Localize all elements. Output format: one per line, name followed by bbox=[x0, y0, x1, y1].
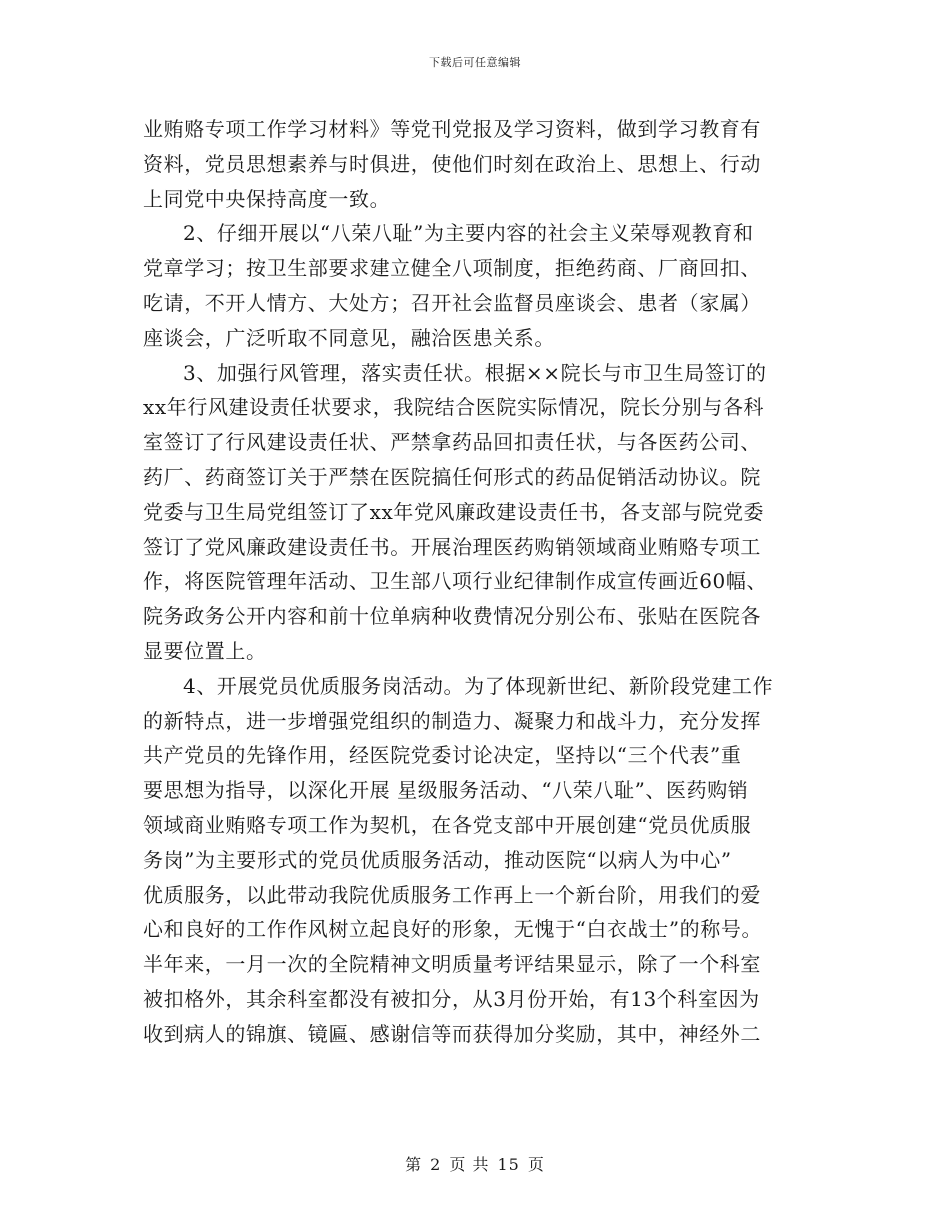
footer-prefix: 第 bbox=[405, 1155, 423, 1174]
page-number: 2 bbox=[430, 1155, 442, 1174]
text-line: 院务政务公开内容和前十位单病种收费情况分别公布、张贴在医院各 bbox=[143, 604, 761, 629]
text-line: 被扣格外，其余科室都没有被扣分，从3月份开始，有13个科室因为 bbox=[143, 986, 760, 1011]
text-line: 党章学习；按卫生部要求建立健全八项制度，拒绝药商、厂商回扣、 bbox=[143, 256, 761, 281]
paragraph-start-line: 4、开展党员优质服务岗活动。为了体现新世纪、新阶段党建工作 bbox=[183, 673, 774, 698]
text-line: 吃请，不开人情方、大处方；召开社会监督员座谈会、患者（家属） bbox=[143, 290, 761, 315]
body-text bbox=[143, 112, 795, 1052]
text-line: 收到病人的锦旗、镜匾、感谢信等而获得加分奖励，其中，神经外二 bbox=[143, 1021, 761, 1046]
text-line: 优质服务，以此带动我院优质服务工作再上一个新台阶，用我们的爱 bbox=[143, 882, 761, 907]
text-line: 药厂、药商签订关于严禁在医院搞任何形式的药品促销活动协议。院 bbox=[143, 464, 761, 489]
paragraph-start-line: 2、仔细开展以“八荣八耻”为主要内容的社会主义荣辱观教育和 bbox=[183, 221, 754, 246]
text-line: 务岗”为主要形式的党员优质服务活动，推动医院“以病人为中心” bbox=[143, 847, 732, 872]
total-pages: 15 bbox=[497, 1155, 520, 1174]
text-line: 的新特点，进一步增强党组织的制造力、凝聚力和战斗力，充分发挥 bbox=[143, 708, 761, 733]
text-line: 半年来，一月一次的全院精神文明质量考评结果显示，除了一个科室 bbox=[143, 952, 761, 977]
footer-mid: 页 共 bbox=[449, 1155, 490, 1174]
text-line: 心和良好的工作作风树立起良好的形象，无愧于“白衣战士”的称号。 bbox=[143, 917, 763, 942]
text-line: 业贿赂专项工作学习材料》等党刊党报及学习资料，做到学习教育有 bbox=[143, 117, 761, 141]
text-line: 资料，党员思想素养与时俱进，使他们时刻在政治上、思想上、行动 bbox=[143, 151, 761, 176]
header-note: 下载后可任意编辑 bbox=[429, 56, 521, 69]
text-line: 室签订了行风建设责任状、严禁拿药品回扣责任状，与各医药公司、 bbox=[143, 430, 761, 455]
text-line: 作，将医院管理年活动、卫生部八项行业纪律制作成宣传画近60幅、 bbox=[143, 569, 768, 594]
paragraph-start-line: 3、加强行风管理，落实责任状。根据××院长与市卫生局签订的 bbox=[183, 360, 767, 385]
text-line: 显要位置上。 bbox=[143, 638, 267, 663]
text-line: 党委与卫生局党组签订了xx年党风廉政建设责任书，各支部与院党委 bbox=[143, 499, 765, 524]
text-line: 上同党中央保持高度一致。 bbox=[143, 186, 391, 211]
text-line: 领域商业贿赂专项工作为契机，在各党支部中开展创建“党员优质服 bbox=[143, 812, 752, 837]
text-line: 座谈会，广泛听取不同意见，融洽医患关系。 bbox=[143, 325, 555, 350]
text-line: 签订了党风廉政建设责任书。开展治理医药购销领域商业贿赂专项工 bbox=[143, 534, 761, 559]
text-line: xx年行风建设责任状要求，我院结合医院实际情况，院长分别与各科 bbox=[143, 395, 765, 420]
footer-suffix: 页 bbox=[527, 1155, 545, 1174]
text-line: 共产党员的先锋作用，经医院党委讨论决定，坚持以“三个代表”重 bbox=[143, 743, 742, 768]
text-line: 要思想为指导，以深化开展 星级服务活动、“八荣八耻”、医药购销 bbox=[143, 778, 749, 803]
page-footer bbox=[0, 1152, 950, 1175]
